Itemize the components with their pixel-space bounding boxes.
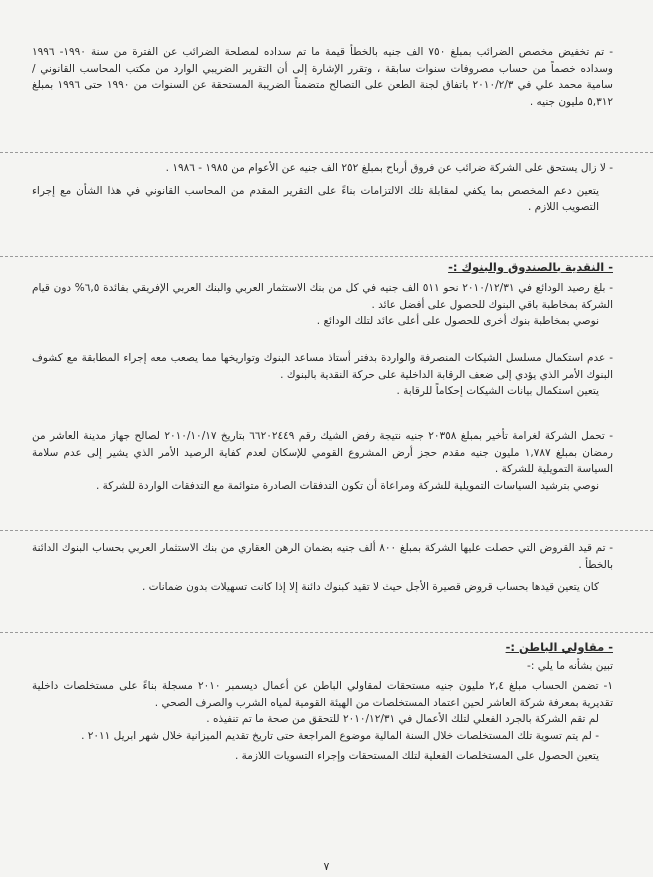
paragraph-text: - تم قيد القروض التي حصلت عليها الشركة بمبلغ ٨٠٠ ألف جنيه بضمان الرهن العقاري من بنك الاستثمار العربي بحساب البنوك الدائنة بالخطأ . <box>32 542 613 571</box>
paragraph-text: - بلغ رصيد الودائع في ٢٠١٠/١٢/٣١ نحو ٥١١ الف جنيه في كل من بنك الاستثمار العربي والبنك العربي الإفريقي بفائدة ٦,٥% دون قيام الشركة بمخاطبة باقي البنوك للحصول على أفضل عائد . <box>32 282 613 311</box>
recommendation-text: يتعين استكمال بيانات الشيكات إحكاماً للرقابة . <box>396 385 599 397</box>
paragraph-deposits <box>32 280 613 330</box>
section-intro <box>32 658 613 675</box>
paragraph-text: - عدم استكمال مسلسل الشيكات المنصرفة والواردة بدفتر أستاذ مساعد البنوك وتواريخها مما يصعب معه إجراء المطابقة مع كشوف البنوك الأمر الذي يؤدي إلى ضعف الرقابة الداخلية على حركة النقدية بالبنوك . <box>32 352 613 381</box>
paragraph-subcontractor-items <box>32 678 613 765</box>
paragraph-tax-differences <box>32 160 613 216</box>
divider <box>0 530 653 531</box>
recommendation-text: يتعين دعم المخصص بما يكفي لمقابلة تلك الالتزامات بناءً على التقرير المقدم من المحاسب القانوني في هذا الشأن مع إجراء التصويب اللازم . <box>32 184 599 213</box>
recommendation-text: نوصي بمخاطبة بنوك أخرى للحصول على أعلى عائد لتلك الودائع . <box>316 315 599 327</box>
paragraph-text: - تم تخفيض مخصص الضرائب بمبلغ ٧٥٠ الف جنيه بالخطأ قيمة ما تم سداده لمصلحة الضرائب عن الفترة من سنة ١٩٩٠- ١٩٩٦ وسداده خصماً من حساب مصروفات سنوات سابقة ، وتقرر الإشارة إلى أن التقرير الضريبي الوارد من مكتب المحاسب القانوني / سامية محمد علي في ٢٠١٠/٢/٣ باتفاق لجنة الطعن على التصالح متضمناً الضريبة المستحقة عن السنوات من ١٩٩٠ حتى ١٩٩٦ بمبلغ ٥,٣١٢ مليون جنيه . <box>32 46 613 108</box>
paragraph-text: - لا زال يستحق على الشركة ضرائب عن فروق أرباح بمبلغ ٢٥٢ الف جنيه عن الأعوام من ١٩٨٥ - ١٩٨٦ . <box>165 162 613 174</box>
paragraph-loans <box>32 540 613 596</box>
paragraph-text: لم تقم الشركة بالجرد الفعلي لتلك الأعمال في ٢٠١٠/١٢/٣١ للتحقق من صحة ما تم تنفيذه . <box>206 713 599 725</box>
section-heading-subcontractors: - مقاولي الباطن :- <box>505 640 613 654</box>
page-number: ٧ <box>323 860 330 873</box>
paragraph-text: - لم يتم تسوية تلك المستخلصات خلال السنة المالية موضوع المراجعة حتى تاريخ تقديم الميزانية خلال شهر ابريل ٢٠١١ . <box>81 729 599 742</box>
paragraph-cheques-sequence <box>32 350 613 400</box>
divider <box>0 152 653 153</box>
divider <box>0 256 653 257</box>
paragraph-text: ١- تضمن الحساب مبلغ ٢,٤ مليون جنيه مستحقات لمقاولي الباطن عن أعمال ديسمبر ٢٠١٠ مسجلة بناءً على مستخلصات داخلية تقديرية بمعرفة شركة العاشر لحين اعتماد المستخلصات من الهيئة القومية لمياه الشرب والصرف الصحي . <box>32 680 613 709</box>
divider <box>0 632 653 633</box>
intro-text: تبين بشأنه ما يلي :- <box>527 660 613 672</box>
paragraph-late-fine <box>32 428 613 494</box>
paragraph-text: - تحمل الشركة لغرامة تأخير بمبلغ ٢٠٣٥٨ جنيه نتيجة رفض الشيك رقم ٦٦٢٠٢٤٤٩ بتاريخ ٢٠١٠/١٠/١٧ لصالح جهاز مدينة العاشر من رمضان بمبلغ ١,٧٨٧ مليون جنيه مقدم حجز أرض المشروع القومي للإسكان لعدم كفاية الرصيد الأمر الذي يشير إلى عدم سلامة السياسة التمويلية للشركة . <box>32 430 613 475</box>
recommendation-text: يتعين الحصول على المستخلصات الفعلية لتلك المستحقات وإجراء التسويات اللازمة . <box>234 750 599 762</box>
recommendation-text: كان يتعين قيدها بحساب قروض قصيرة الأجل حيث لا تقيد كبنوك دائنة إلا إذا كانت تسهيلات بدون ضمانات . <box>141 581 599 593</box>
paragraph-tax-provision <box>32 44 613 110</box>
recommendation-text: نوصي بترشيد السياسات التمويلية للشركة ومراعاة أن تكون التدفقات الصادرة متوائمة مع التدفقات الواردة للشركة . <box>95 479 599 492</box>
section-heading-cash: - النقدية بالصندوق والبنوك :- <box>448 260 613 274</box>
